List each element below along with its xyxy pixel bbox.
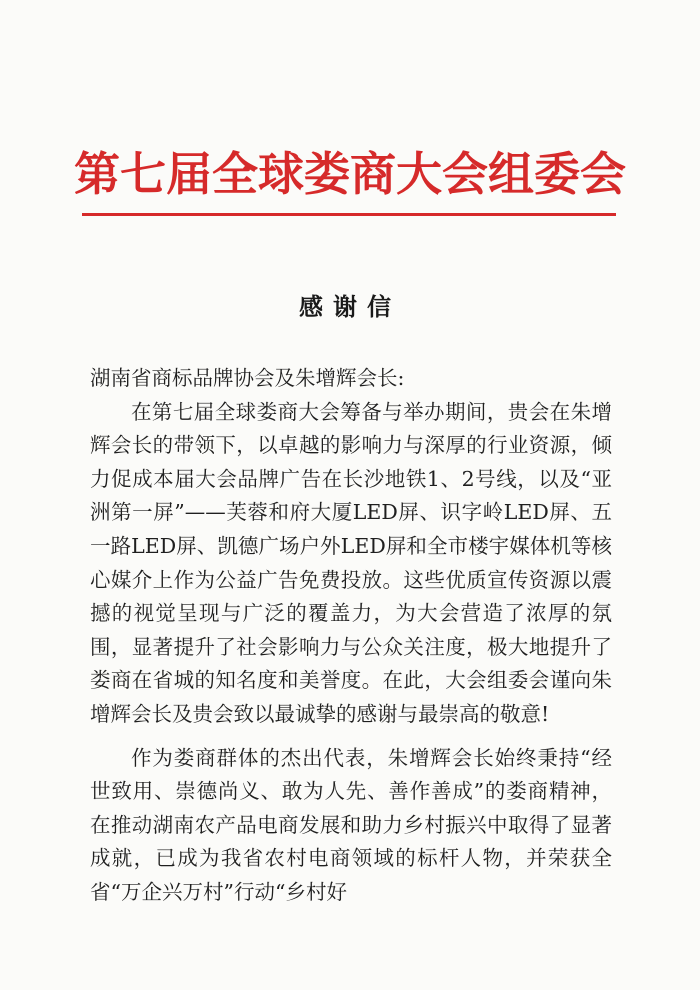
body-paragraph-2: 作为娄商群体的杰出代表，朱增辉会长始终秉持“经世致用、崇德尚义、敢为人先、善作善成”的娄商精神，在推动湖南农产品电商发展和助力乡村振兴中取得了显著成就，已成为我省农村电商领域的标杆人物，并荣获全省“万企兴万村”行动“乡村好 [90, 745, 612, 904]
body-paragraph-1: 在第七届全球娄商大会筹备与举办期间，贵会在朱增辉会长的带领下，以卓越的影响力与深厚的行业资源，倾力促成本届大会品牌广告在长沙地铁1、2号线，以及“亚洲第一屏”——芙蓉和府大厦LED屏、识字岭LED屏、五一路LED屏、凯德广场户外LED屏和全市楼宇媒体机等核心媒介上作为公益广告免费投放。这些优质宣传资源以震撼的视觉呈现与广泛的覆盖力，为大会营造了浓厚的氛围，显著提升了社会影响力与公众关注度，极大地提升了娄商在省城的知名度和美誉度。在此，大会组委会谨向朱增辉会长及贵会致以最诚挚的感谢与最崇高的敬意! [90, 399, 612, 726]
salutation: 湖南省商标品牌协会及朱增辉会长: [90, 366, 405, 390]
letterhead-divider [82, 213, 616, 216]
letter-body [90, 362, 612, 910]
organization-letterhead: 第七届全球娄商大会组委会 [74, 147, 626, 201]
letter-title: 感谢信 [299, 293, 401, 321]
